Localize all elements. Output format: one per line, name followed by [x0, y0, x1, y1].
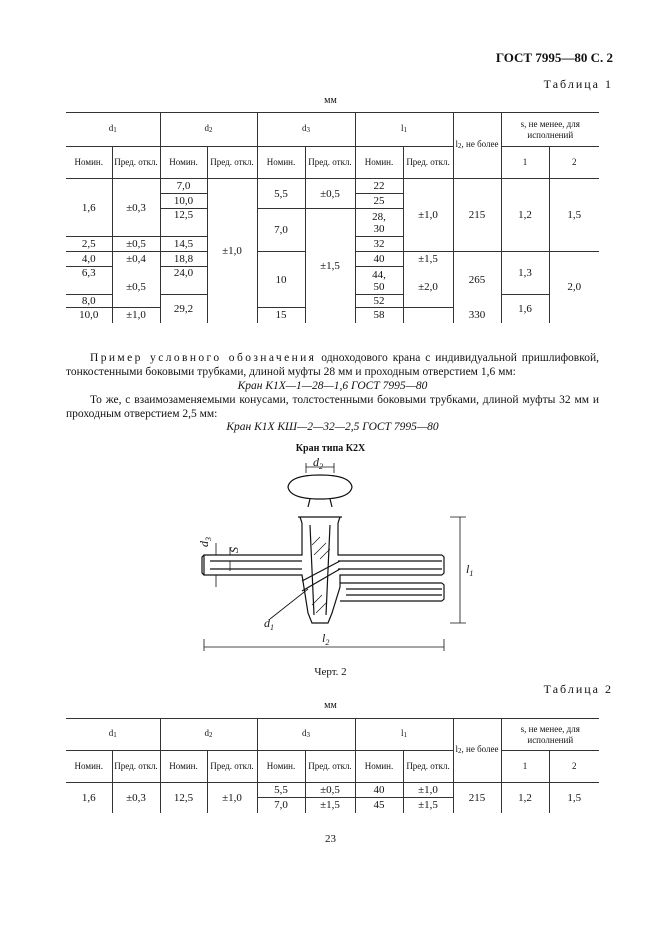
- valve-drawing: [190, 455, 480, 655]
- t1-cell: 44, 50: [355, 267, 403, 295]
- t1-cell: ±2,0: [403, 267, 453, 308]
- handle-shape: [288, 475, 352, 499]
- t2-cell: ±1,5: [305, 798, 355, 813]
- t1-cell: 10,0: [66, 308, 112, 323]
- t1-cell: [403, 308, 453, 323]
- page-header: ГОСТ 7995—80 С. 2: [495, 50, 613, 65]
- t2-cell: 1,2: [501, 783, 549, 813]
- t1-head-exec2: 2: [549, 147, 599, 179]
- t1-cell: 1,2: [501, 179, 549, 252]
- t1-cell: ±0,4: [112, 252, 160, 267]
- t1-cell: 5,5: [257, 179, 305, 209]
- t1-head-d3: d3: [257, 113, 355, 147]
- t1-cell: 15: [257, 308, 305, 323]
- t1-cell: 1,5: [549, 179, 599, 252]
- example2-paragraph: [66, 393, 599, 421]
- t2-cell: ±1,0: [207, 783, 257, 813]
- t1-head-exec1: 1: [501, 147, 549, 179]
- t2-head-pred: Пред. откл.: [112, 751, 160, 783]
- t1-cell: 10: [257, 252, 305, 308]
- t2-cell: 1,6: [66, 783, 112, 813]
- t1-cell: 1,3: [501, 252, 549, 295]
- t1-head-l2: l2, не более: [453, 113, 501, 179]
- t2-head-d2: d2: [160, 719, 257, 751]
- table1-caption: Таблица 1: [543, 77, 613, 91]
- t1-cell: 8,0: [66, 295, 112, 308]
- t1-cell: 40: [355, 252, 403, 267]
- t1-cell: 52: [355, 295, 403, 308]
- t1-cell: ±1,5: [403, 252, 453, 267]
- t1-cell: ±0,5: [305, 179, 355, 209]
- t1-cell: ±1,0: [207, 179, 257, 323]
- example2-designation: Кран К1Х КШ—2—32—2,5 ГОСТ 7995—80: [226, 421, 439, 433]
- t1-cell: ±0,5: [112, 237, 160, 252]
- label-s: S: [227, 547, 241, 553]
- t1-cell: 1,6: [66, 179, 112, 237]
- t1-cell: 32: [355, 237, 403, 252]
- example1-text: одноходового крана с индивидуальной пришлифовкой, тонкостенными боковыми трубками, длиной муфты 28 мм и проходным отверстием 1,6 мм:: [66, 352, 600, 378]
- table2-caption: Таблица 2: [543, 682, 613, 696]
- t2-cell: 7,0: [257, 798, 305, 813]
- t2-head-l1: l1: [355, 719, 453, 751]
- t2-head-nomin: Номин.: [257, 751, 305, 783]
- example2-text: То же, с взаимозаменяемыми конусами, толстостенными боковыми трубками, длиной муфты 32 мм и проходным отверстием 2,5 мм:: [66, 394, 599, 420]
- t2-head-pred: Пред. откл.: [305, 751, 355, 783]
- t1-cell: 6,3: [66, 267, 112, 295]
- table1-unit: мм: [324, 95, 337, 106]
- t1-cell: 4,0: [66, 252, 112, 267]
- label-d3: $d_3$: [197, 537, 213, 547]
- t1-head-pred: Пред. откл.: [305, 147, 355, 179]
- t1-cell: ±1,5: [305, 209, 355, 323]
- t2-cell: ±0,5: [305, 783, 355, 798]
- valve-body: [204, 523, 442, 623]
- t2-cell: ±1,0: [403, 783, 453, 798]
- t1-cell: 265: [453, 252, 501, 308]
- label-d2: $d_2$: [313, 455, 323, 471]
- t2-head-nomin: Номин.: [160, 751, 207, 783]
- t1-head-nomin: Номин.: [355, 147, 403, 179]
- t2-head-d1: d1: [66, 719, 160, 751]
- figure-caption: Черт. 2: [314, 666, 347, 678]
- t2-cell: 215: [453, 783, 501, 813]
- table2: [66, 718, 599, 813]
- t1-cell: 2,0: [549, 252, 599, 323]
- t1-cell: 1,6: [501, 295, 549, 323]
- t1-head-s: s, не менее, для исполнений: [501, 113, 599, 147]
- t1-cell: 10,0: [160, 194, 207, 209]
- t1-cell: ±0,3: [112, 179, 160, 237]
- t1-head-pred: Пред. откл.: [403, 147, 453, 179]
- t1-cell: 25: [355, 194, 403, 209]
- t1-cell: 7,0: [160, 179, 207, 194]
- t2-head-pred: Пред. откл.: [403, 751, 453, 783]
- t1-head-l1: l1: [355, 113, 453, 147]
- t1-head-nomin: Номин.: [160, 147, 207, 179]
- t1-cell: 2,5: [66, 237, 112, 252]
- t2-cell: 1,5: [549, 783, 599, 813]
- t2-cell: 45: [355, 798, 403, 813]
- t2-head-l2: l2, не более: [453, 719, 501, 783]
- t2-head-d3: d3: [257, 719, 355, 751]
- label-l1: $l_1$: [466, 562, 474, 578]
- t1-cell: ±1,0: [112, 308, 160, 323]
- t2-cell: 5,5: [257, 783, 305, 798]
- example1-paragraph: [66, 351, 599, 379]
- t2-cell: ±0,3: [112, 783, 160, 813]
- t1-cell: 330: [453, 308, 501, 323]
- t1-cell: 18,8: [160, 252, 207, 267]
- t1-cell: 28, 30: [355, 209, 403, 237]
- t1-cell: 215: [453, 179, 501, 252]
- table2-unit: мм: [324, 700, 337, 711]
- t2-head-s: s, не менее, для исполнений: [501, 719, 599, 751]
- example1-lead: Пример условного обозначения: [90, 352, 317, 364]
- t2-cell: 40: [355, 783, 403, 798]
- label-d1: $d_1$: [264, 616, 274, 632]
- t2-cell: ±1,5: [403, 798, 453, 813]
- label-l2: $l_2$: [322, 631, 330, 647]
- t1-cell: 7,0: [257, 209, 305, 252]
- t2-head-pred: Пред. откл.: [207, 751, 257, 783]
- t2-head-nomin: Номин.: [355, 751, 403, 783]
- t1-cell: 12,5: [160, 209, 207, 237]
- page-number: 23: [325, 833, 336, 845]
- t1-head-d1: d1: [66, 113, 160, 147]
- t1-cell: 29,2: [160, 295, 207, 323]
- t2-head-nomin: Номин.: [66, 751, 112, 783]
- t1-head-pred: Пред. откл.: [112, 147, 160, 179]
- t1-head-d2: d2: [160, 113, 257, 147]
- t1-head-nomin: Номин.: [66, 147, 112, 179]
- t2-head-exec2: 2: [549, 751, 599, 783]
- t1-cell: 24,0: [160, 267, 207, 295]
- t1-head-nomin: Номин.: [257, 147, 305, 179]
- t1-cell: 58: [355, 308, 403, 323]
- t1-cell: ±1,0: [403, 179, 453, 252]
- table1: [66, 112, 599, 323]
- t2-cell: 12,5: [160, 783, 207, 813]
- t2-head-exec1: 1: [501, 751, 549, 783]
- t1-head-pred: Пред. откл.: [207, 147, 257, 179]
- t1-cell: 14,5: [160, 237, 207, 252]
- figure-title: Кран типа К2Х: [295, 443, 366, 454]
- t1-cell: ±0,5: [112, 267, 160, 308]
- example1-designation: Кран К1Х—1—28—1,6 ГОСТ 7995—80: [237, 380, 428, 392]
- t1-cell: 22: [355, 179, 403, 194]
